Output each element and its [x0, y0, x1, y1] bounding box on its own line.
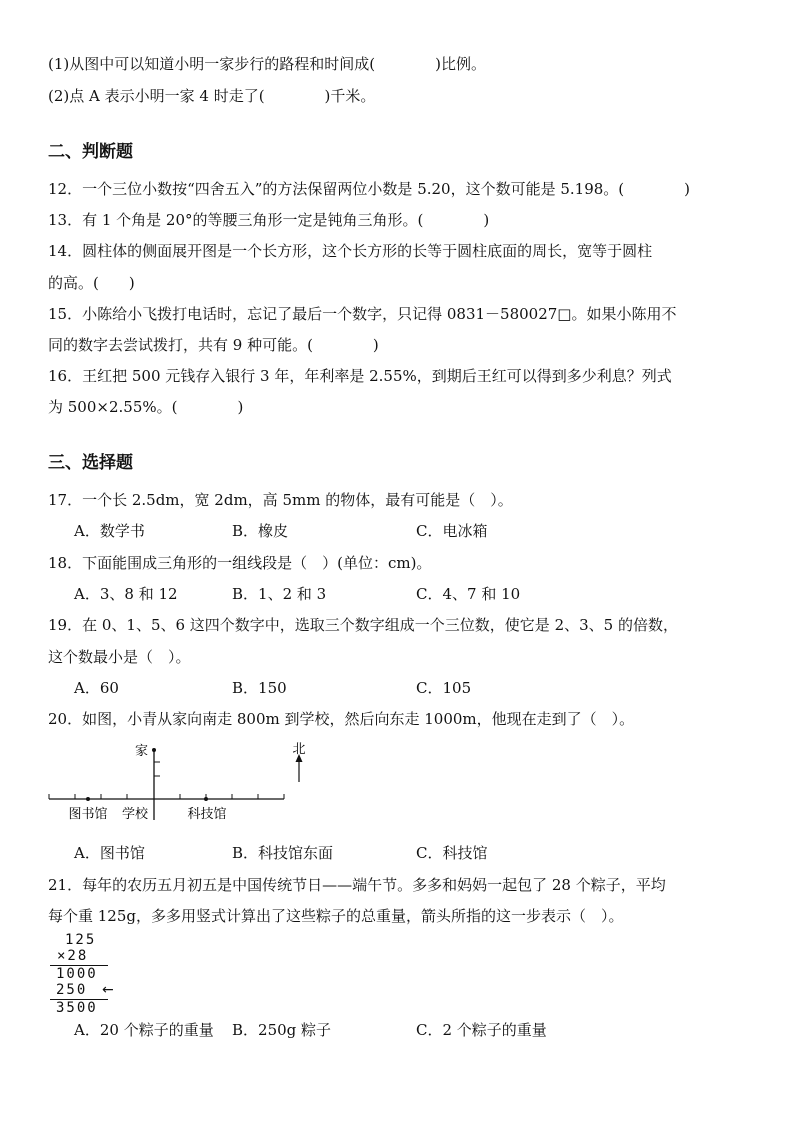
label-school: 学校 — [121, 807, 149, 822]
question-15-line-2: 同的数字去尝试拨打，共有 9 种可能。( ) — [48, 336, 379, 354]
question-14-line-1: 14．圆柱体的侧面展开图是一个长方形，这个长方形的长等于圆柱底面的周长，宽等于圆柱 — [48, 242, 653, 260]
label-library: 图书馆 — [68, 807, 108, 822]
calc-product: 3500 — [56, 1000, 98, 1016]
question-20: 20．如图，小青从家向南走 800m 到学校，然后向东走 1000m，他现在走到了（ ）。 — [48, 710, 635, 728]
q17-option-c[interactable]: C．电冰箱 — [416, 522, 488, 540]
section-title-choice: 三、选择题 — [48, 453, 133, 473]
calc-multiplicand: 125 — [65, 932, 97, 948]
question-19-line-2: 这个数最小是（ ）。 — [48, 648, 191, 666]
question-21-line-2: 每个重 125g，多多用竖式计算出了这些粽子的总重量，箭头所指的这一步表示（ ）。 — [48, 907, 624, 925]
label-home: 家 — [134, 744, 148, 759]
calc-multiplier: ×28 — [57, 948, 89, 964]
label-museum: 科技馆 — [187, 807, 227, 822]
q19-option-b[interactable]: B．150 — [232, 679, 287, 697]
question-12: 12．一个三位小数按“四舍五入”的方法保留两位小数是 5.20，这个数可能是 5.198。( ) — [48, 180, 691, 198]
home-point — [152, 748, 156, 752]
q20-option-a[interactable]: A．图书馆 — [74, 844, 145, 862]
q21-option-a[interactable]: A．20 个粽子的重量 — [74, 1021, 214, 1039]
q18-option-b[interactable]: B．1、2 和 3 — [232, 585, 327, 603]
q19-option-a[interactable]: A．60 — [74, 679, 119, 697]
q17-option-b[interactable]: B．橡皮 — [232, 522, 289, 540]
arrow-left-icon: ← — [102, 982, 114, 998]
question-16-line-1: 16．王红把 500 元钱存入银行 3 年，年利率是 2.55%，到期后王红可以得到多少利息？列式 — [48, 367, 672, 385]
question-16-line-2: 为 500×2.55%。( ) — [48, 398, 244, 416]
calc-partial-1: 1000 — [56, 966, 98, 982]
library-point — [86, 797, 90, 801]
question-21-line-1: 21．每年的农历五月初五是中国传统节日——端午节。多多和妈妈一起包了 28 个粽子，平均 — [48, 876, 666, 894]
calc-partial-2: 250 — [56, 982, 88, 998]
question-13: 13．有 1 个角是 20°的等腰三角形一定是钝角三角形。( ) — [48, 211, 490, 229]
label-north: 北 — [292, 742, 306, 757]
question-15-line-1: 15．小陈给小飞拨打电话时，忘记了最后一个数字，只记得 0831－580027□。如果小陈用不 — [48, 305, 677, 323]
question-14-line-2: 的高。( ) — [48, 274, 135, 292]
q21-option-b[interactable]: B．250g 粽子 — [232, 1021, 332, 1039]
question-18: 18．下面能围成三角形的一组线段是（ ）(单位：cm)。 — [48, 554, 432, 572]
question-19-line-1: 19．在 0、1、5、6 这四个数字中，选取三个数字组成一个三位数，使它是 2、3、5 的倍数， — [48, 616, 678, 634]
q21-option-c[interactable]: C．2 个粽子的重量 — [416, 1021, 547, 1039]
museum-point — [204, 797, 208, 801]
question-17: 17．一个长 2.5dm，宽 2dm，高 5mm 的物体，最有可能是（ ）。 — [48, 491, 513, 509]
q20-option-b[interactable]: B．科技馆东面 — [232, 844, 334, 862]
q20-option-c[interactable]: C．科技馆 — [416, 844, 488, 862]
question-1-part-1: (1)从图中可以知道小明一家步行的路程和时间成( )比例。 — [48, 55, 486, 73]
q17-option-a[interactable]: A．数学书 — [74, 522, 145, 540]
q19-option-c[interactable]: C．105 — [416, 679, 472, 697]
question-1-part-2: (2)点 A 表示小明一家 4 时走了( )千米。 — [48, 87, 376, 105]
q18-option-c[interactable]: C．4、7 和 10 — [416, 585, 521, 603]
q20-map-figure — [40, 738, 310, 830]
section-title-judgement: 二、判断题 — [48, 142, 133, 162]
q18-option-a[interactable]: A．3、8 和 12 — [74, 585, 178, 603]
